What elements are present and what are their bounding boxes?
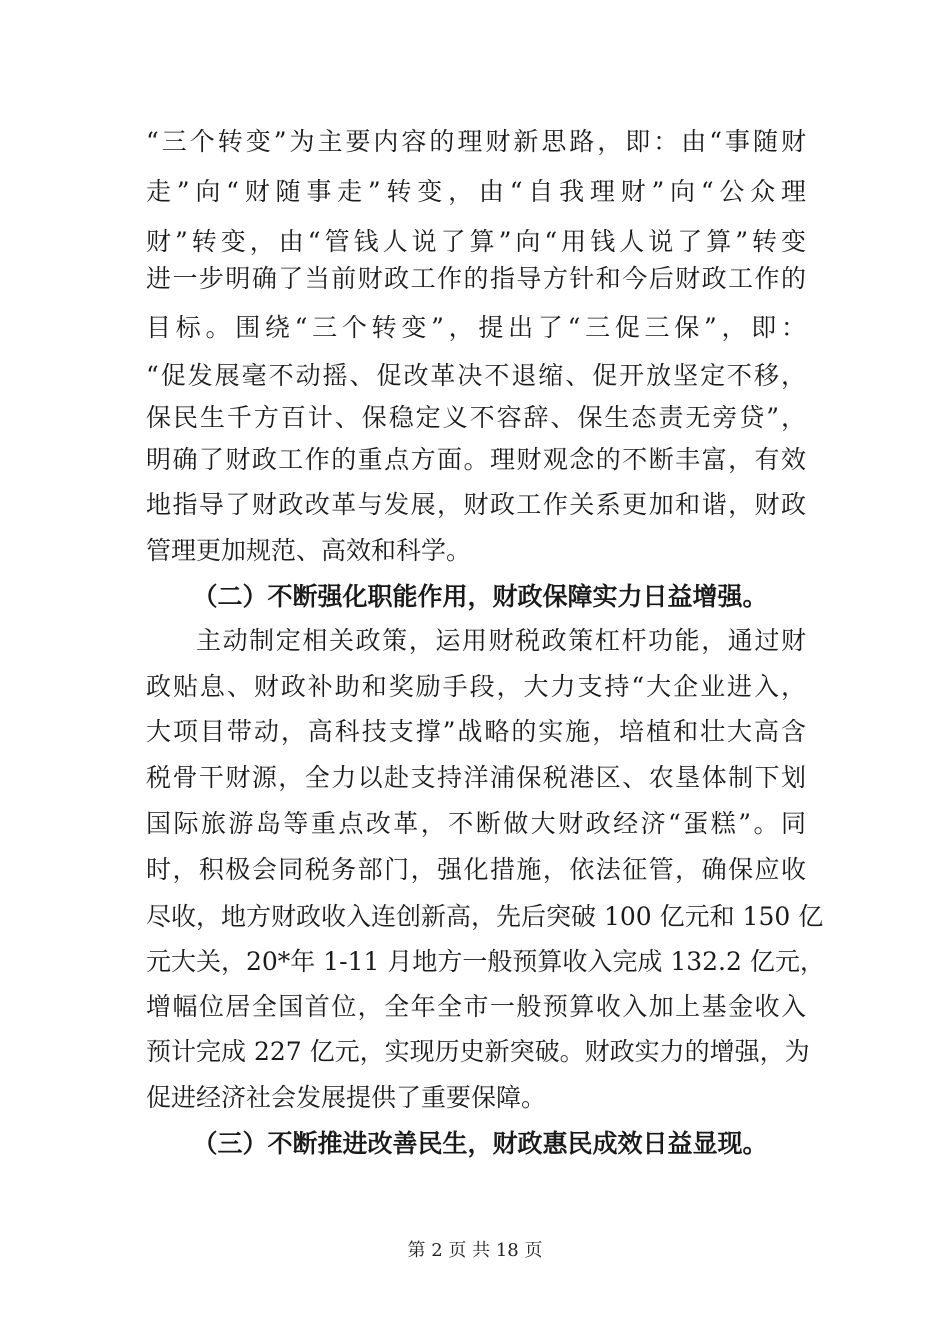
paragraph-1-line-5: 目标。围绕“三个转变”，提出了“三促三保”，即：	[146, 313, 806, 342]
section-heading-3: （三）不断推进改善民生，财政惠民成效日益显现。	[192, 1129, 768, 1158]
paragraph-1-line-4: 进一步明确了当前财政工作的指导方针和今后财政工作的	[146, 264, 806, 293]
paragraph-2-line-5: 国际旅游岛等重点改革，不断做大财政经济“蛋糕”。同	[146, 809, 806, 838]
paragraph-2-line-6: 时，积极会同税务部门，强化措施，依法征管，确保应收	[146, 855, 806, 884]
paragraph-1-line-3: 财”转变，由“管钱人说了算”向“用钱人说了算”转变	[146, 227, 806, 256]
paragraph-1-line-2: 走”向“财随事走”转变，由“自我理财”向“公众理	[146, 177, 806, 206]
paragraph-1-line-10: 管理更加规范、高效和科学。	[146, 536, 472, 565]
paragraph-2-line-11: 促进经济社会发展提供了重要保障。	[146, 1083, 547, 1112]
paragraph-2-line-10: 预计完成 227 亿元，实现历史新突破。财政实力的增强，为	[146, 1037, 810, 1066]
section-heading-2: （二）不断强化职能作用，财政保障实力日益增强。	[192, 582, 768, 611]
paragraph-2-line-9: 增幅位居全国首位，全年全市一般预算收入加上基金收入	[146, 992, 806, 1021]
paragraph-2-line-7: 尽收，地方财政收入连创新高，先后突破 100 亿元和 150 亿	[146, 902, 824, 931]
page-number-footer: 第 2 页 共 18 页	[407, 1240, 543, 1261]
paragraph-2-line-2: 政贴息、财政补助和奖励手段，大力支持“大企业进入，	[146, 672, 806, 701]
paragraph-2-line-4: 税骨干财源，全力以赴支持洋浦保税港区、农垦体制下划	[146, 763, 806, 792]
paragraph-1-line-1: “三个转变”为主要内容的理财新思路，即：由“事随财	[146, 127, 806, 156]
paragraph-2-line-1: 主动制定相关政策，运用财税政策杠杆功能，通过财	[196, 626, 806, 655]
paragraph-1-line-7: 保民生千方百计、保稳定义不容辞、保生态责无旁贷”，	[146, 403, 806, 432]
paragraph-2-line-8: 元大关，20*年 1-11 月地方一般预算收入完成 132.2 亿元，	[146, 947, 825, 976]
paragraph-1-line-8: 明确了财政工作的重点方面。理财观念的不断丰富，有效	[146, 445, 806, 474]
paragraph-1-line-6: “促发展毫不动摇、促改革决不退缩、促开放坚定不移，	[146, 361, 806, 390]
paragraph-1-line-9: 地指导了财政改革与发展，财政工作关系更加和谐，财政	[146, 490, 806, 519]
paragraph-2-line-3: 大项目带动，高科技支撑”战略的实施，培植和壮大高含	[146, 717, 806, 746]
